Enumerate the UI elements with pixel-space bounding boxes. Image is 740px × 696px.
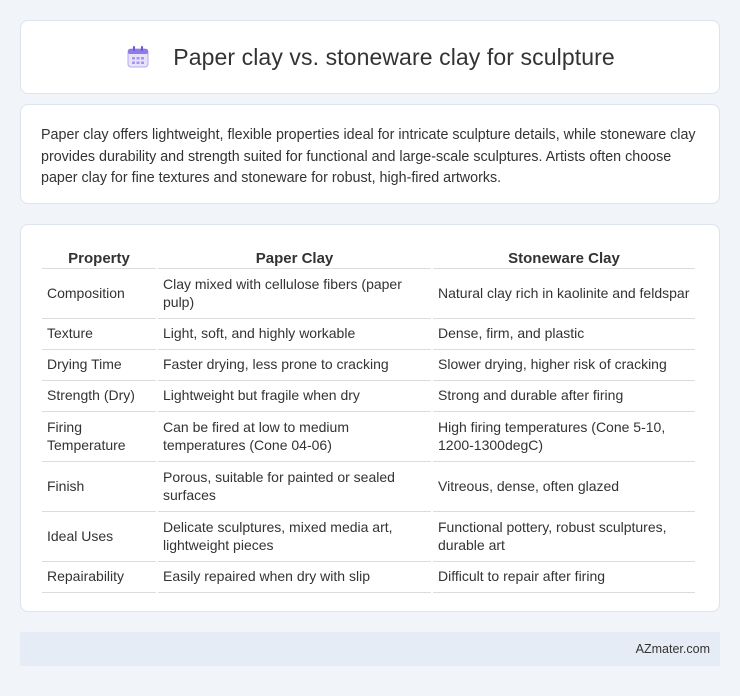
cell-property: Finish — [42, 462, 156, 512]
page-title: Paper clay vs. stoneware clay for sculpture — [173, 43, 615, 70]
cell-stoneware-clay: Natural clay rich in kaolinite and feldspar — [433, 269, 695, 319]
cell-stoneware-clay: Strong and durable after firing — [433, 381, 695, 412]
cell-property: Repairability — [42, 562, 156, 593]
cell-stoneware-clay: Vitreous, dense, often glazed — [433, 462, 695, 512]
footer-brand: AZmater.com — [635, 642, 710, 656]
title-card — [20, 20, 720, 94]
calendar-icon — [125, 44, 151, 70]
table-row — [42, 350, 695, 381]
cell-property: Strength (Dry) — [42, 381, 156, 412]
cell-property: Ideal Uses — [42, 512, 156, 562]
header-property: Property — [42, 246, 156, 269]
comparison-table — [40, 246, 697, 593]
cell-paper-clay: Delicate sculptures, mixed media art, lightweight pieces — [158, 512, 431, 562]
table-row — [42, 381, 695, 412]
header-stoneware-clay: Stoneware Clay — [433, 246, 695, 269]
table-row — [42, 269, 695, 319]
cell-stoneware-clay: Dense, firm, and plastic — [433, 319, 695, 350]
intro-text: Paper clay offers lightweight, flexible properties ideal for intricate sculpture details, while stoneware clay provides durability and strength suited for functional and large-scale sculptures. Artists often choose paper clay for fine textures and stoneware for robust, high-fired artworks. — [41, 127, 696, 186]
table-row — [42, 562, 695, 593]
table-row — [42, 319, 695, 350]
intro-card — [20, 104, 720, 204]
footer — [20, 632, 720, 666]
header-paper-clay: Paper Clay — [158, 246, 431, 269]
cell-property: Composition — [42, 269, 156, 319]
table-row — [42, 412, 695, 462]
cell-paper-clay: Lightweight but fragile when dry — [158, 381, 431, 412]
table-row — [42, 512, 695, 562]
cell-stoneware-clay: Difficult to repair after firing — [433, 562, 695, 593]
cell-stoneware-clay: Functional pottery, robust sculptures, durable art — [433, 512, 695, 562]
cell-paper-clay: Can be fired at low to medium temperatures (Cone 04-06) — [158, 412, 431, 462]
cell-paper-clay: Clay mixed with cellulose fibers (paper pulp) — [158, 269, 431, 319]
cell-paper-clay: Porous, suitable for painted or sealed surfaces — [158, 462, 431, 512]
table-header-row — [42, 246, 695, 269]
cell-property: Drying Time — [42, 350, 156, 381]
cell-stoneware-clay: High firing temperatures (Cone 5-10, 1200-1300degC) — [433, 412, 695, 462]
table-row — [42, 462, 695, 512]
cell-paper-clay: Faster drying, less prone to cracking — [158, 350, 431, 381]
cell-paper-clay: Light, soft, and highly workable — [158, 319, 431, 350]
cell-stoneware-clay: Slower drying, higher risk of cracking — [433, 350, 695, 381]
cell-property: Firing Temperature — [42, 412, 156, 462]
cell-property: Texture — [42, 319, 156, 350]
table-card — [20, 224, 720, 612]
cell-paper-clay: Easily repaired when dry with slip — [158, 562, 431, 593]
